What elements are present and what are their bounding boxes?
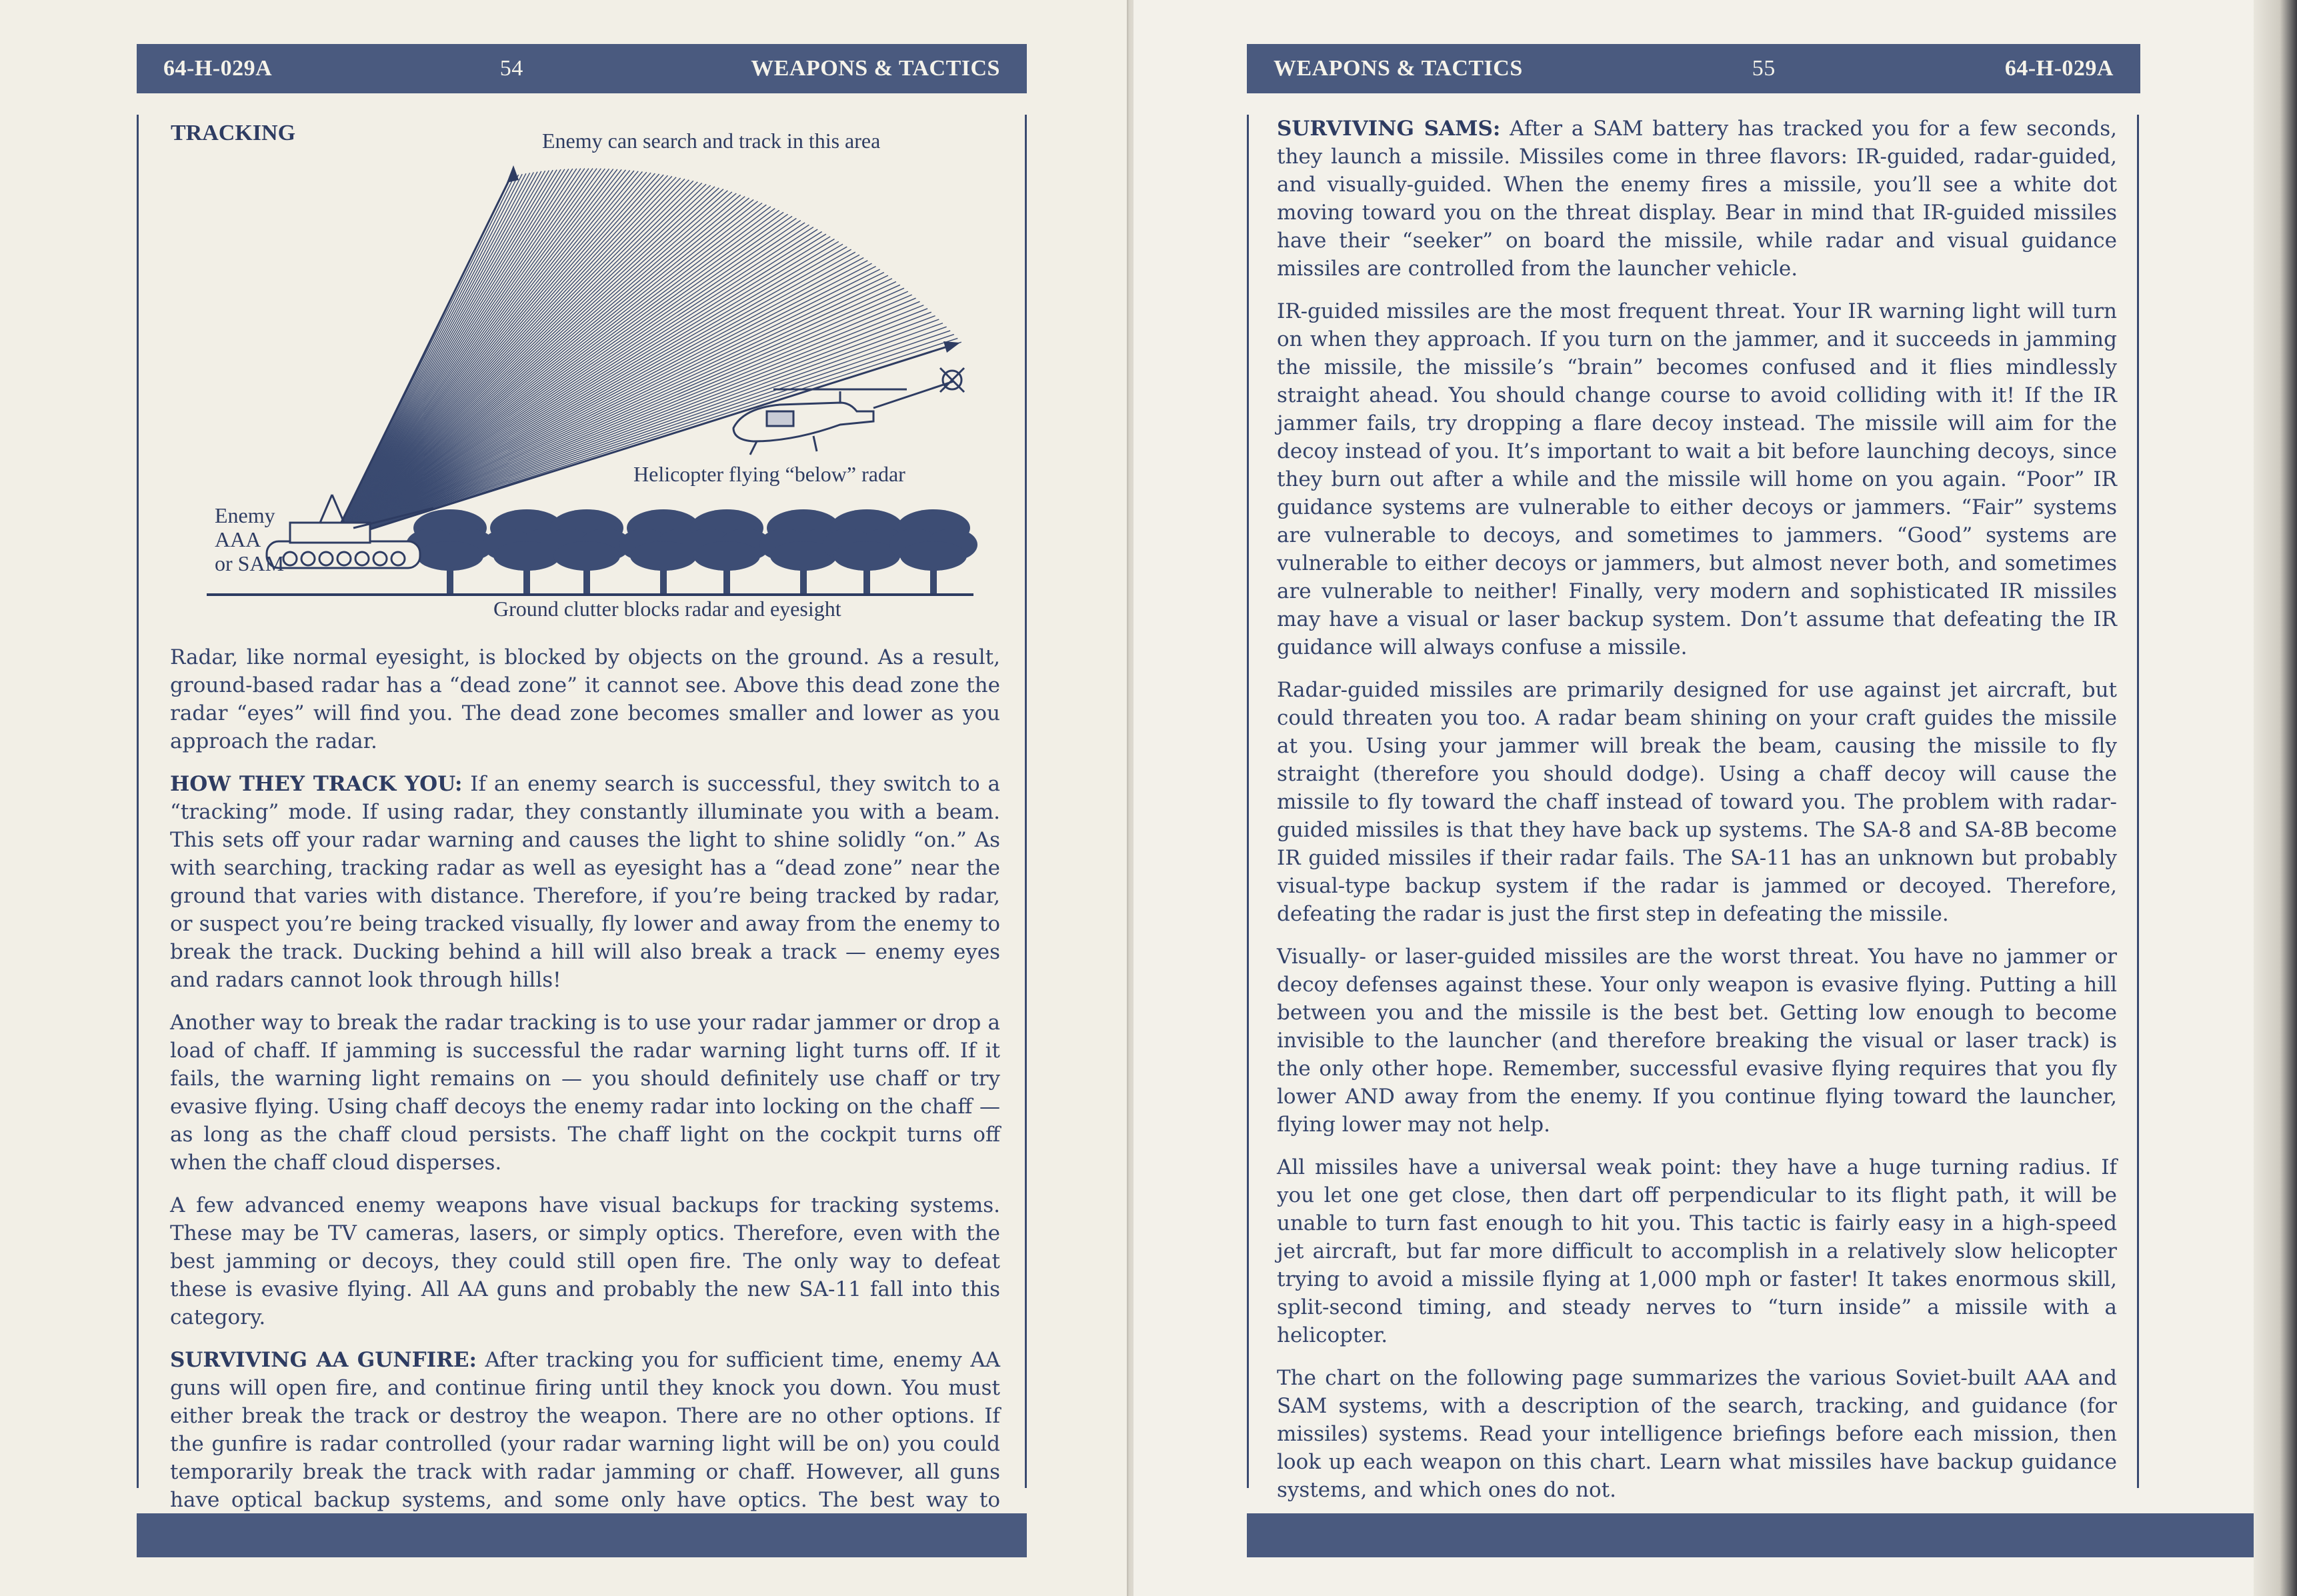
- radar-hatch-line: [332, 189, 723, 541]
- right-body-text: [1277, 115, 2117, 1519]
- label-helicopter: Helicopter flying “below” radar: [633, 462, 905, 486]
- left-paragraph: Another way to break the radar tracking is to use your radar jammer or drop a load of chaff. If jamming is successful the radar warning light turns off. If it fails, the warning light remains on — you should definitely use chaff or try evasive flying. Using chaff decoys the enemy radar into locking on the chaff — as long as the chaff cloud persists. The chaff light on the cockpit turns off when the chaff cloud disperses.: [170, 1011, 1000, 1175]
- right-footer-bar: [1247, 1513, 2297, 1557]
- radar-hatch-line: [332, 227, 813, 541]
- radar-hatch-line: [332, 183, 702, 542]
- radar-hatch-line: [332, 181, 693, 541]
- radar-hatch-line: [332, 197, 745, 541]
- diagram-title: TRACKING: [171, 121, 296, 145]
- right-paragraph: All missiles have a universal weak point: they have a huge turning radius. If you let one get close, then dart off perpendicular to its flight path, it will be unable to turn fast enough to hit you. This tactic is fairly easy in a high-speed jet aircraft, but far more difficult to accomplish in a relatively slow helicopter trying to avoid a missile flying at 1,000 mph or faster! It takes enormous skill, split-second timing, and steady nerves to “turn inside” a missile with a helicopter.: [1277, 1155, 2117, 1347]
- left-section-title: WEAPONS & TACTICS: [751, 56, 1000, 81]
- right-page-number: 55: [1752, 56, 1776, 81]
- label-enemy-line3: or SAM: [215, 551, 285, 575]
- right-margin-rule: [1025, 115, 1027, 1488]
- left-paragraph: SURVIVING AA GUNFIRE: After tracking you for sufficient time, enemy AA guns will open fire, and continue firing until they knock you down. You must either break the track or destroy the weapon. There are no other options. If the gunfire is radar controlled (your radar warning light will be on) you could temporarily break the track with radar jamming or chaff. However, all guns have optical backup systems, and some only have optics. The best way to: [170, 1348, 1000, 1512]
- radar-hatch-line: [332, 218, 796, 541]
- right-doc-code: 64-H-029A: [2004, 56, 2114, 81]
- tree-row: [406, 509, 977, 595]
- radar-hatch-line: [332, 198, 749, 541]
- radar-hatch-line: [332, 203, 762, 542]
- right-paragraph: The chart on the following page summarizes the various Soviet-built AAA and SAM systems, with a description of the search, tracking, and guidance (for missiles) systems. Read your intelligence briefings before each mission, then look up each weapon on this chart. Learn what missiles have backup guidance systems, and which ones do not.: [1277, 1366, 2117, 1502]
- left-paragraph: A few advanced enemy weapons have visual backups for tracking systems. These may be TV cameras, lasers, or simply optics. Therefore, even with the best jamming or decoys, they could still open fire. The only way to defeat these is evasive flying. All AA guns and probably the new SA-11 fall into this category.: [170, 1193, 1000, 1329]
- right-page: [1133, 0, 2282, 1596]
- radar-hatch-line: [332, 174, 659, 541]
- radar-hatch-line: [332, 191, 727, 541]
- tracking-diagram: [153, 115, 1007, 635]
- left-margin-rule: [137, 115, 139, 1488]
- radar-hatch-line: [332, 205, 766, 541]
- radar-hatch-line: [332, 182, 697, 541]
- radar-hatch-line: [332, 169, 609, 541]
- left-footer-bar: [137, 1513, 1027, 1557]
- right-paragraph: Radar-guided missiles are primarily designed for use against jet aircraft, but could threaten you too. A radar beam shining on your craft guides the missile at you. Using your jammer will break the beam, causing the missile to fly straight (therefore you should dodge). Using a chaff decoy will cause the missile to fly toward the chaff instead of toward you. The problem with radar-guided missiles is that they have back up systems. The SA-8 and SA-8B become IR guided missiles if their radar fails. The SA-11 has an unknown but probably visual-type backup system if the radar is jammed or decoyed. Therefore, defeating the radar is just the first step in defeating the missile.: [1277, 678, 2117, 926]
- book-edge: [2254, 0, 2297, 1596]
- right-paragraph: IR-guided missiles are the most frequent threat. Your IR warning light will turn on when they approach. If you turn on the jammer, and it succeeds in jamming the missile, the missile’s “brain” becomes confused and it flies mindlessly straight ahead. You should change course to avoid colliding with it! If the IR jammer fails, try dropping a flare decoy instead. The missile will aim for the decoy instead of you. It’s important to wait a bit before launching decoys, since they burn out after a while and the missile will home on you again. “Poor” IR guidance systems are vulnerable to either decoys or jammers. “Fair” systems are vulnerable to decoys, and sometimes to jammers. “Good” systems are vulnerable to either decoys or jammers, but almost never both, and sometimes are vulnerable to neither! Finally, very modern and sophisticated IR missiles may have a visual or laser backup system. Don’t assume that defeating the IR guidance will always confuse a missile.: [1277, 299, 2117, 659]
- label-search-area: Enemy can search and track in this area: [542, 129, 881, 153]
- upper-arrowhead: [507, 165, 519, 183]
- label-ground-clutter: Ground clutter blocks radar and eyesight: [493, 597, 841, 621]
- radar-hatch-line: [332, 214, 788, 541]
- left-margin-rule: [1247, 115, 1249, 1488]
- left-body-text: [170, 643, 1000, 1557]
- left-page-header: [137, 44, 1027, 93]
- radar-hatch-line: [332, 212, 783, 541]
- right-paragraph: SURVIVING SAMS: After a SAM battery has tracked you for a few seconds, they launch a missile. Missiles come in three flavors: IR-guided, radar-guided, and visually-guided. When the enemy fires a missile, you’ll see a white dot moving toward you on the threat display. Bear in mind that IR-guided missiles have their “seeker” on board the missile, while radar and visual guidance missiles are controlled from the launcher vehicle.: [1277, 117, 2118, 281]
- label-enemy-line2: AAA: [215, 527, 261, 551]
- tree-icon: [889, 509, 977, 595]
- radar-hatch-line: [332, 207, 771, 541]
- tree-icon: [683, 509, 771, 595]
- radar-hatch-line: [332, 312, 931, 541]
- right-margin-rule: [2137, 115, 2139, 1488]
- label-enemy-line1: Enemy: [215, 503, 275, 527]
- left-paragraph: HOW THEY TRACK YOU: If an enemy search is successful, they switch to a “tracking” mode. If using radar, they constantly illuminate you with a beam. This sets off your radar warning and causes the light to shine solidly “on.” As with searching, tracking radar as well as eyesight has a “dead zone” near the ground that varies with distance. Therefore, if you’re being tracked by radar, or suspect you’re being tracked visually, fly lower and away from the enemy to break the track. Ducking behind a hill will also break a track — enemy eyes and radars cannot look through hills!: [170, 772, 1001, 992]
- radar-hatch-line: [332, 180, 689, 541]
- radar-hatch-line: [332, 210, 779, 541]
- right-page-header: [1247, 44, 2140, 93]
- radar-hatch-line: [332, 223, 805, 541]
- radar-hatch-line: [332, 221, 801, 541]
- right-section-title: WEAPONS & TACTICS: [1274, 56, 1523, 81]
- tree-icon: [543, 509, 631, 595]
- radar-hatch-line: [332, 195, 741, 541]
- lower-arrowhead: [943, 341, 960, 353]
- right-paragraph: Visually- or laser-guided missiles are the worst threat. You have no jammer or decoy defenses against these. Your only weapon is evasive flying. Putting a hill between you and the missile is the best bet. Getting low enough to become invisible to the launcher (and therefore breaking the visual or laser track) is the only other hope. Remember, successful evasive flying requires that you fly lower AND away from the enemy. If you continue flying toward the launcher, flying lower may not help.: [1277, 945, 2117, 1137]
- left-doc-code: 64-H-029A: [163, 56, 273, 81]
- left-page: [0, 0, 1127, 1596]
- left-paragraph: Radar, like normal eyesight, is blocked by objects on the ground. As a result, ground-based radar has a “dead zone” it cannot see. Above this dead zone the radar “eyes” will find you. The dead zone becomes smaller and lower as you approach the radar.: [170, 645, 1000, 753]
- radar-hatch-line: [332, 179, 685, 541]
- left-page-number: 54: [499, 56, 523, 81]
- helicopter-icon: [733, 368, 964, 455]
